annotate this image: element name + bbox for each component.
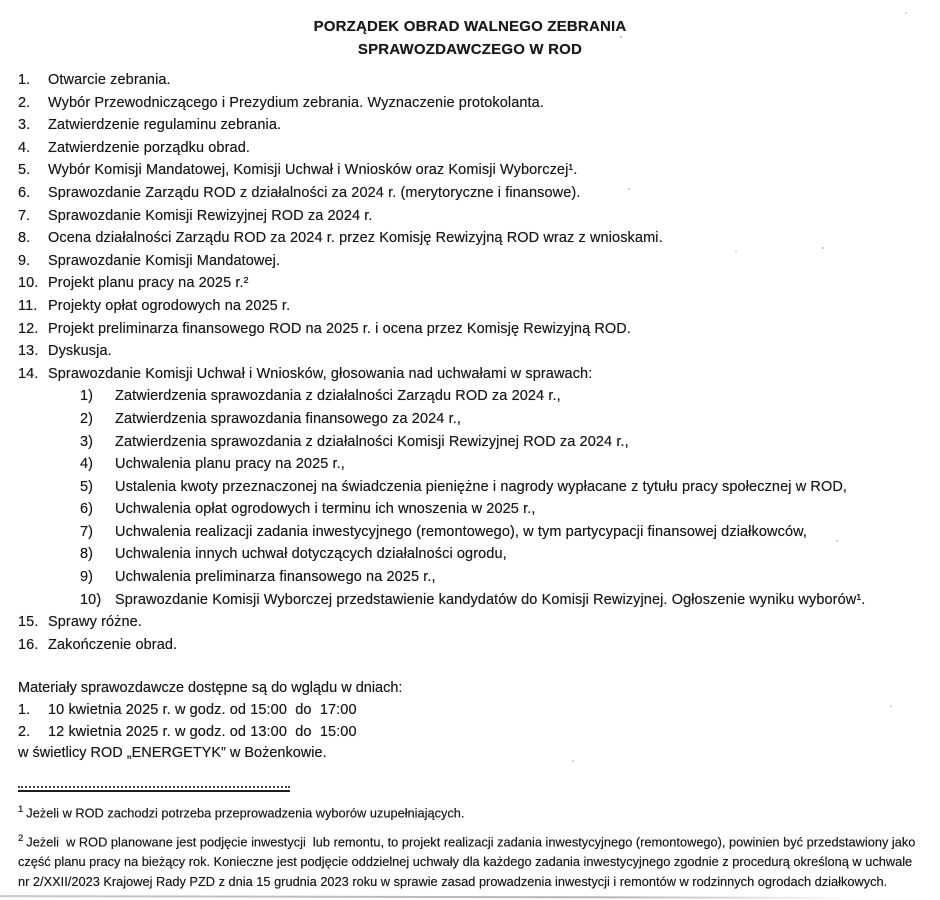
agenda-item-text: Projekt preliminarza finansowego ROD na 2025 r. i ocena przez Komisję Rewizyjną ROD. <box>48 320 632 337</box>
agenda-item <box>18 205 922 228</box>
agenda-subitem <box>80 543 922 566</box>
agenda-item <box>18 69 922 92</box>
agenda-item-number: 5. <box>18 162 31 179</box>
agenda-item-text: Projekt planu pracy na 2025 r.² <box>48 275 249 292</box>
agenda-subitem <box>80 566 922 589</box>
materials-date-text: 12 kwietnia 2025 r. w godz. od 13:00 do 15:00 <box>48 723 357 740</box>
materials-date-number: 2. <box>18 723 31 740</box>
agenda-item-text: Sprawy różne. <box>48 614 142 631</box>
agenda-subitem-number: 3) <box>80 433 94 450</box>
materials-location: w świetlicy ROD „ENERGETYK” w Bożenkowie. <box>18 745 327 762</box>
agenda-item <box>18 182 922 205</box>
footnote-marker: 2 <box>18 832 24 844</box>
agenda-item-number: 10. <box>18 275 39 292</box>
agenda-item-text: Ocena działalności Zarządu ROD za 2024 r. przez Komisję Rewizyjną ROD wraz z wnioskami. <box>48 230 663 247</box>
agenda-item-number: 16. <box>18 636 39 653</box>
agenda-item-text: Sprawozdanie Komisji Uchwał i Wniosków, głosowania nad uchwałami w sprawach: <box>48 365 593 382</box>
materials-date-item <box>18 700 922 722</box>
agenda-subitem <box>80 408 922 431</box>
agenda-subitem <box>80 521 922 544</box>
agenda-subitem <box>80 453 922 476</box>
agenda-list <box>18 69 922 656</box>
agenda-item <box>18 611 922 634</box>
agenda-subitem-number: 5) <box>80 478 94 495</box>
agenda-subitem-text: Ustalenia kwoty przeznaczonej na świadczenia pieniężne i nagrody wypłacane z tytułu pracy społecznej w ROD, <box>115 478 848 495</box>
agenda-subitem-text: Uchwalenia realizacji zadania inwestycyjnego (remontowego), w tym partycypacji finansowej działkowców, <box>115 523 808 540</box>
agenda-item <box>18 159 922 182</box>
materials-date-item <box>18 722 922 744</box>
agenda-item-text: Zakończenie obrad. <box>48 636 178 653</box>
footnote-divider-solid-line <box>18 790 290 792</box>
agenda-item-text: Sprawozdanie Komisji Rewizyjnej ROD za 2024 r. <box>48 207 373 224</box>
agenda-item-number: 6. <box>18 184 31 201</box>
footnotes-section <box>18 800 920 892</box>
agenda-subitem <box>80 589 922 612</box>
agenda-item-number: 15. <box>18 614 39 631</box>
agenda-subitem-text: Uchwalenia innych uchwał dotyczących działalności ogrodu, <box>115 546 507 563</box>
scan-edge-artifact <box>0 895 858 898</box>
agenda-subitem-text: Sprawozdanie Komisji Wyborczej przedstawienie kandydatów do Komisji Rewizyjnej. Ogłoszenie wyniku wyborów¹. <box>115 591 866 608</box>
agenda-item <box>18 318 922 341</box>
agenda-subitem-number: 10) <box>80 591 102 608</box>
agenda-item-number: 4. <box>18 139 31 156</box>
agenda-item <box>18 272 922 295</box>
agenda-subitem <box>80 476 922 499</box>
agenda-subitem-text: Zatwierdzenia sprawozdania z działalności Komisji Rewizyjnej ROD za 2024 r., <box>115 433 629 450</box>
agenda-item-text: Zatwierdzenie regulaminu zebrania. <box>48 117 282 134</box>
agenda-item <box>18 295 922 318</box>
agenda-item-number: 13. <box>18 343 39 360</box>
document-title-line2: SPRAWOZDAWCZEGO W ROD <box>357 41 583 58</box>
footnote <box>18 800 920 823</box>
materials-heading: Materiały sprawozdawcze dostępne są do wglądu w dniach: <box>18 680 403 697</box>
agenda-item-number: 1. <box>18 72 31 88</box>
agenda-item <box>18 634 922 657</box>
agenda-subitem-text: Uchwalenia opłat ogrodowych i terminu ich wnoszenia w 2025 r., <box>115 501 536 518</box>
agenda-item-text: Sprawozdanie Komisji Mandatowej. <box>48 252 281 269</box>
agenda-subitem <box>80 498 922 521</box>
agenda-item-text: Sprawozdanie Zarządu ROD z działalności za 2024 r. (merytoryczne i finansowe). <box>48 184 581 201</box>
materials-section <box>18 678 922 764</box>
agenda-item <box>18 250 922 273</box>
agenda-subitem-text: Zatwierdzenia sprawozdania z działalności Zarządu ROD za 2024 r., <box>115 388 561 405</box>
agenda-subitem-number: 8) <box>80 546 94 563</box>
footnote <box>18 829 920 892</box>
agenda-subitem-text: Uchwalenia planu pracy na 2025 r., <box>115 456 345 473</box>
materials-date-number: 1. <box>18 702 31 719</box>
agenda-subitem-text: Uchwalenia preliminarza finansowego na 2025 r., <box>115 569 436 586</box>
agenda-subitem <box>80 385 922 408</box>
agenda-item-text: Otwarcie zebrania. <box>48 72 171 88</box>
scan-noise-speckles <box>0 0 2 2</box>
agenda-item <box>18 340 922 363</box>
footnote-marker: 1 <box>18 803 24 815</box>
footnote-text: Jeżeli w ROD planowane jest podjęcie inwestycji lub remontu, to projekt realizacji zadania inwestycyjnego (remontowego), powinien być przedstawiony jako część planu pracy na bieżący rok. Konieczne jest podjęcie oddzielnej uchwały dla każdego zadania inwestycyjnego zgodnie z procedurą określoną w uchwale nr 2/XXII/2023 Krajowej Rady PZD z dnia 15 grudnia 2023 roku w sprawie zasad prowadzenia inwestycji i remontów w rodzinnych ogrodach działkowych. <box>18 834 919 889</box>
agenda-subitem-number: 7) <box>80 523 94 540</box>
agenda-item-text: Wybór Przewodniczącego i Prezydium zebrania. Wyznaczenie protokolanta. <box>48 94 544 111</box>
agenda-item-text: Wybór Komisji Mandatowej, Komisji Uchwał i Wniosków oraz Komisji Wyborczej¹. <box>48 162 578 179</box>
agenda-item <box>18 363 922 386</box>
agenda-item <box>18 114 922 137</box>
agenda-subitem <box>80 431 922 454</box>
agenda-item-text: Dyskusja. <box>48 343 112 360</box>
agenda-item-number: 14. <box>18 365 39 382</box>
agenda-subitem-number: 6) <box>80 501 94 518</box>
agenda-item-text: Projekty opłat ogrodowych na 2025 r. <box>48 297 291 314</box>
agenda-item-number: 7. <box>18 207 31 224</box>
footnote-text: Jeżeli w ROD zachodzi potrzeba przeprowadzenia wyborów uzupełniających. <box>26 805 465 821</box>
agenda-item <box>18 137 922 160</box>
document-title <box>18 15 922 61</box>
agenda-subitem-number: 1) <box>80 388 94 405</box>
agenda-item-number: 2. <box>18 94 31 111</box>
agenda-item-number: 12. <box>18 320 39 337</box>
agenda-subitem-number: 9) <box>80 569 94 586</box>
agenda-subitem-number: 2) <box>80 410 94 427</box>
agenda-subitem-number: 4) <box>80 456 94 473</box>
agenda-item <box>18 227 922 250</box>
footnote-divider <box>18 786 290 792</box>
agenda-item-number: 3. <box>18 117 31 134</box>
agenda-subitem-text: Zatwierdzenia sprawozdania finansowego za 2024 r., <box>115 410 461 427</box>
agenda-item-number: 11. <box>18 297 38 314</box>
agenda-item-number: 9. <box>18 252 31 269</box>
materials-date-text: 10 kwietnia 2025 r. w godz. od 15:00 do 17:00 <box>48 702 357 719</box>
document-title-line1: PORZĄDEK OBRAD WALNEGO ZEBRANIA <box>313 18 627 35</box>
agenda-item <box>18 92 922 115</box>
agenda-item-number: 8. <box>18 230 31 247</box>
agenda-item-text: Zatwierdzenie porządku obrad. <box>48 139 250 156</box>
